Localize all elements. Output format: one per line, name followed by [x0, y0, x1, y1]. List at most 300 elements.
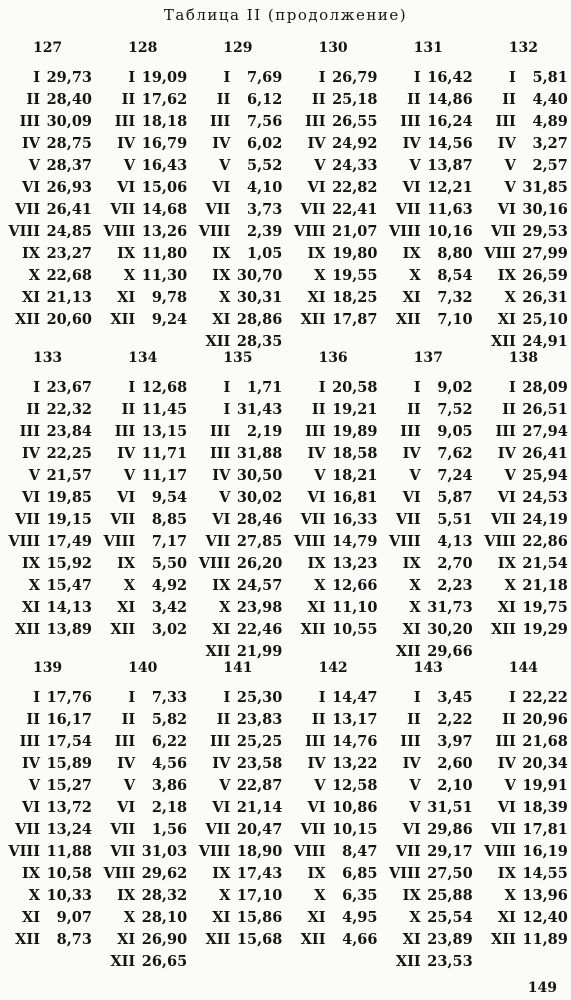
- table-row: [95, 398, 190, 420]
- month-numeral: IX: [307, 244, 326, 262]
- table-row: [381, 376, 476, 398]
- cell-value: 10,58: [46, 864, 92, 882]
- month-numeral: XII: [15, 930, 40, 948]
- month-numeral: IX: [307, 554, 326, 572]
- cell-value: 3,86: [151, 776, 188, 794]
- month-numeral: X: [314, 266, 326, 284]
- cell-value: 24,19: [522, 510, 568, 528]
- cell-value: 13,26: [141, 222, 188, 240]
- month-numeral: XI: [212, 908, 231, 926]
- month-numeral: VIII: [103, 864, 136, 882]
- month-numeral: VII: [300, 820, 326, 838]
- table-row: [190, 730, 285, 752]
- table-column: [476, 348, 571, 662]
- month-numeral: III: [305, 112, 326, 130]
- cell-value: 21,54: [522, 554, 568, 572]
- month-numeral: XI: [307, 908, 326, 926]
- cell-value: 21,99: [236, 642, 283, 660]
- table-row: [190, 486, 285, 508]
- month-numeral: III: [19, 732, 40, 750]
- month-numeral: V: [219, 488, 231, 506]
- cell-value: 22,22: [522, 688, 568, 706]
- table-row: [285, 730, 380, 752]
- cell-value: 7,24: [437, 466, 473, 484]
- table-row: [476, 286, 571, 308]
- cell-value: 22,68: [46, 266, 92, 284]
- month-numeral: XII: [300, 930, 326, 948]
- month-numeral: X: [219, 288, 231, 306]
- cell-value: 2,60: [437, 754, 473, 772]
- month-numeral: II: [311, 400, 326, 418]
- month-numeral: VII: [205, 532, 231, 550]
- cell-value: 23,27: [46, 244, 92, 262]
- table-row: [476, 884, 571, 906]
- table-row: [190, 928, 285, 950]
- cell-value: 6,12: [247, 90, 283, 108]
- table-row: [285, 508, 380, 530]
- cell-value: 7,32: [437, 288, 473, 306]
- table-row: [0, 796, 95, 818]
- month-numeral: IX: [212, 244, 231, 262]
- month-numeral: XII: [491, 332, 516, 350]
- table-row: [190, 308, 285, 330]
- table-row: [381, 308, 476, 330]
- month-numeral: VII: [110, 200, 136, 218]
- month-numeral: IX: [21, 864, 40, 882]
- table-row: [190, 420, 285, 442]
- column-header: 143: [413, 660, 443, 676]
- month-numeral: IV: [307, 134, 326, 152]
- column-header: 140: [128, 660, 158, 676]
- table-row: [0, 464, 95, 486]
- cell-value: 14,79: [332, 532, 378, 550]
- month-numeral: IX: [212, 864, 231, 882]
- month-numeral: IX: [497, 864, 516, 882]
- cell-value: 26,65: [141, 952, 188, 970]
- month-numeral: IV: [497, 754, 516, 772]
- month-numeral: IX: [212, 266, 231, 284]
- table-row: [0, 154, 95, 176]
- cell-value: 17,49: [46, 532, 92, 550]
- cell-value: 18,25: [332, 288, 378, 306]
- cell-value: 25,54: [427, 908, 473, 926]
- table-row: [476, 486, 571, 508]
- month-numeral: VII: [395, 510, 421, 528]
- cell-value: 22,25: [46, 444, 92, 462]
- month-numeral: V: [504, 178, 516, 196]
- cell-value: 31,73: [427, 598, 473, 616]
- month-numeral: I: [128, 68, 136, 86]
- table-row: [381, 420, 476, 442]
- month-numeral: IV: [307, 444, 326, 462]
- cell-value: 5,81: [532, 68, 568, 86]
- cell-value: 30,16: [522, 200, 568, 218]
- cell-value: 26,55: [332, 112, 378, 130]
- table-row: [476, 132, 571, 154]
- cell-value: 21,13: [46, 288, 92, 306]
- table-row: [190, 110, 285, 132]
- table-row: [285, 220, 380, 242]
- month-numeral: VIII: [484, 532, 516, 550]
- month-numeral: I: [509, 68, 516, 86]
- month-numeral: III: [114, 732, 136, 750]
- table-column: [190, 658, 285, 972]
- column-header: 141: [223, 660, 253, 676]
- month-numeral: XII: [110, 952, 136, 970]
- table-row: [476, 574, 571, 596]
- month-numeral: IX: [21, 554, 40, 572]
- cell-value: 3,02: [151, 620, 188, 638]
- table-row: [476, 906, 571, 928]
- cell-value: 7,52: [437, 400, 473, 418]
- table-row: [95, 464, 190, 486]
- table-column: [190, 348, 285, 662]
- month-numeral: VI: [307, 488, 326, 506]
- cell-value: 21,14: [236, 798, 283, 816]
- table-row: [381, 264, 476, 286]
- table-row: [381, 928, 476, 950]
- table-row: [285, 420, 380, 442]
- table-row: [95, 884, 190, 906]
- month-numeral: X: [409, 908, 421, 926]
- table-row: [476, 308, 571, 330]
- table-row: [0, 840, 95, 862]
- cell-value: 3,73: [247, 200, 283, 218]
- table-row: [476, 796, 571, 818]
- table-row: [95, 110, 190, 132]
- cell-value: 8,54: [437, 266, 473, 284]
- table-row: [476, 708, 571, 730]
- cell-value: 4,10: [247, 178, 283, 196]
- month-numeral: III: [495, 732, 516, 750]
- cell-value: 19,89: [332, 422, 378, 440]
- cell-value: 30,20: [427, 620, 473, 638]
- table-column: [381, 38, 476, 352]
- cell-value: 15,89: [46, 754, 92, 772]
- table-row: [476, 176, 571, 198]
- month-numeral: VIII: [484, 842, 516, 860]
- month-numeral: XI: [21, 598, 40, 616]
- month-numeral: IV: [21, 444, 40, 462]
- table-row: [95, 88, 190, 110]
- month-numeral: II: [216, 710, 231, 728]
- cell-value: 10,33: [46, 886, 92, 904]
- month-numeral: V: [314, 466, 326, 484]
- cell-value: 4,66: [342, 930, 378, 948]
- table-row: [476, 154, 571, 176]
- month-numeral: I: [33, 688, 40, 706]
- table-row: [476, 66, 571, 88]
- table-row: [0, 110, 95, 132]
- table-row: [0, 530, 95, 552]
- cell-value: 7,56: [247, 112, 283, 130]
- column-header: 135: [223, 350, 253, 366]
- table-column: [381, 658, 476, 972]
- table-row: [381, 530, 476, 552]
- month-numeral: IX: [212, 576, 231, 594]
- column-header: 139: [32, 660, 63, 676]
- cell-value: 6,02: [247, 134, 283, 152]
- month-numeral: X: [123, 266, 136, 284]
- table-row: [95, 818, 190, 840]
- page-number: 149: [527, 980, 557, 996]
- month-numeral: XII: [300, 310, 326, 328]
- month-numeral: V: [28, 466, 40, 484]
- cell-value: 28,46: [236, 510, 283, 528]
- cell-value: 11,80: [141, 244, 188, 262]
- table-column: [285, 658, 380, 972]
- month-numeral: IX: [117, 554, 136, 572]
- table-row: [0, 774, 95, 796]
- table-column: [0, 658, 95, 972]
- table-row: [190, 176, 285, 198]
- cell-value: 19,15: [46, 510, 92, 528]
- table-row: [381, 552, 476, 574]
- month-numeral: I: [509, 378, 516, 396]
- cell-value: 11,88: [46, 842, 92, 860]
- cell-value: 11,63: [427, 200, 473, 218]
- cell-value: 3,45: [437, 688, 473, 706]
- cell-value: 9,54: [151, 488, 188, 506]
- table-row: [190, 508, 285, 530]
- table-row: [285, 442, 380, 464]
- table-row: [190, 442, 285, 464]
- table-row: [190, 66, 285, 88]
- cell-value: 4,13: [437, 532, 473, 550]
- month-numeral: XI: [402, 288, 421, 306]
- table-row: [190, 774, 285, 796]
- cell-value: 9,24: [151, 310, 188, 328]
- month-numeral: I: [413, 378, 421, 396]
- cell-value: 29,62: [141, 864, 188, 882]
- month-numeral: VII: [205, 820, 231, 838]
- month-numeral: VI: [307, 798, 326, 816]
- cell-value: 23,84: [46, 422, 92, 440]
- column-header: 132: [508, 40, 539, 56]
- table-row: [381, 730, 476, 752]
- cell-value: 26,41: [46, 200, 92, 218]
- table-row: [476, 596, 571, 618]
- table-row: [190, 708, 285, 730]
- month-numeral: XII: [395, 952, 421, 970]
- month-numeral: VII: [205, 200, 231, 218]
- column-header: 127: [32, 40, 63, 56]
- month-numeral: IV: [117, 444, 136, 462]
- cell-value: 16,24: [427, 112, 473, 130]
- table-row: [285, 176, 380, 198]
- table-row: [476, 752, 571, 774]
- column-header: 144: [508, 660, 539, 676]
- month-numeral: X: [314, 576, 326, 594]
- table-row: [285, 862, 380, 884]
- month-numeral: VI: [21, 798, 40, 816]
- table-block: [0, 38, 571, 352]
- month-numeral: VII: [300, 510, 326, 528]
- cell-value: 8,47: [342, 842, 378, 860]
- cell-value: 25,30: [236, 688, 283, 706]
- cell-value: 11,89: [522, 930, 568, 948]
- cell-value: 2,22: [437, 710, 473, 728]
- month-numeral: IV: [21, 134, 40, 152]
- cell-value: 23,83: [236, 710, 283, 728]
- table-row: [285, 308, 380, 330]
- cell-value: 2,57: [532, 156, 568, 174]
- cell-value: 30,31: [236, 288, 283, 306]
- table-row: [0, 420, 95, 442]
- cell-value: 15,27: [46, 776, 92, 794]
- table-row: [190, 618, 285, 640]
- month-numeral: VI: [21, 488, 40, 506]
- month-numeral: IV: [212, 466, 231, 484]
- cell-value: 16,19: [522, 842, 568, 860]
- cell-value: 8,73: [56, 930, 92, 948]
- table-row: [0, 928, 95, 950]
- month-numeral: V: [409, 776, 421, 794]
- table-row: [0, 730, 95, 752]
- cell-value: 15,47: [46, 576, 92, 594]
- cell-value: 22,46: [236, 620, 283, 638]
- month-numeral: VI: [497, 488, 516, 506]
- table-row: [190, 132, 285, 154]
- cell-value: 21,57: [46, 466, 92, 484]
- cell-value: 18,21: [332, 466, 378, 484]
- table-row: [190, 242, 285, 264]
- month-numeral: XII: [205, 332, 231, 350]
- cell-value: 20,34: [522, 754, 568, 772]
- month-numeral: V: [504, 466, 516, 484]
- month-numeral: V: [314, 156, 326, 174]
- month-numeral: III: [209, 422, 231, 440]
- month-numeral: VIII: [198, 554, 231, 572]
- table-row: [95, 420, 190, 442]
- month-numeral: VIII: [8, 842, 40, 860]
- cell-value: 5,51: [437, 510, 473, 528]
- month-numeral: IX: [117, 244, 136, 262]
- table-row: [95, 176, 190, 198]
- table-row: [285, 530, 380, 552]
- cell-value: 8,85: [151, 510, 188, 528]
- cell-value: 25,25: [236, 732, 283, 750]
- column-header: 137: [413, 350, 443, 366]
- cell-value: 12,21: [427, 178, 473, 196]
- month-numeral: III: [495, 422, 516, 440]
- cell-value: 6,22: [151, 732, 188, 750]
- table-row: [476, 686, 571, 708]
- month-numeral: II: [121, 90, 136, 108]
- table-column: [285, 348, 380, 662]
- month-numeral: II: [26, 90, 40, 108]
- cell-value: 4,40: [532, 90, 568, 108]
- month-numeral: I: [223, 378, 231, 396]
- cell-value: 3,42: [151, 598, 188, 616]
- month-numeral: II: [502, 400, 516, 418]
- month-numeral: III: [114, 112, 136, 130]
- table-row: [95, 508, 190, 530]
- cell-value: 15,68: [236, 930, 283, 948]
- month-numeral: V: [409, 798, 421, 816]
- month-numeral: XI: [307, 288, 326, 306]
- cell-value: 17,54: [46, 732, 92, 750]
- cell-value: 22,82: [332, 178, 378, 196]
- month-numeral: V: [219, 776, 231, 794]
- cell-value: 9,02: [437, 378, 473, 396]
- month-numeral: VI: [117, 178, 136, 196]
- month-numeral: IV: [117, 754, 136, 772]
- month-numeral: VI: [117, 798, 136, 816]
- month-numeral: X: [314, 886, 326, 904]
- table-row: [285, 906, 380, 928]
- month-numeral: VIII: [389, 532, 421, 550]
- cell-value: 21,07: [332, 222, 378, 240]
- table-row: [0, 862, 95, 884]
- cell-value: 4,56: [151, 754, 188, 772]
- cell-value: 7,62: [437, 444, 473, 462]
- month-numeral: XII: [395, 642, 421, 660]
- month-numeral: XII: [110, 620, 136, 638]
- month-numeral: X: [123, 576, 136, 594]
- table-row: [190, 686, 285, 708]
- table-row: [95, 376, 190, 398]
- table-row: [95, 752, 190, 774]
- month-numeral: I: [413, 688, 421, 706]
- table-row: [476, 530, 571, 552]
- month-numeral: III: [19, 112, 40, 130]
- cell-value: 21,68: [522, 732, 568, 750]
- month-numeral: XI: [117, 930, 136, 948]
- month-numeral: III: [209, 444, 231, 462]
- cell-value: 12,68: [141, 378, 188, 396]
- column-header: 133: [32, 350, 63, 366]
- month-numeral: II: [407, 710, 421, 728]
- table-row: [476, 928, 571, 950]
- month-numeral: IX: [307, 864, 326, 882]
- cell-value: 2,19: [247, 422, 283, 440]
- table-row: [476, 464, 571, 486]
- table-row: [190, 286, 285, 308]
- table-row: [95, 66, 190, 88]
- table-row: [190, 596, 285, 618]
- month-numeral: I: [509, 688, 516, 706]
- table-row: [381, 686, 476, 708]
- month-numeral: V: [123, 466, 136, 484]
- month-numeral: VIII: [293, 222, 326, 240]
- month-numeral: IX: [497, 554, 516, 572]
- month-numeral: X: [504, 288, 516, 306]
- cell-value: 20,58: [332, 378, 378, 396]
- cell-value: 11,71: [141, 444, 188, 462]
- table-row: [285, 796, 380, 818]
- table-row: [0, 308, 95, 330]
- month-numeral: II: [26, 400, 40, 418]
- table-row: [476, 840, 571, 862]
- table-row: [190, 552, 285, 574]
- table-row: [95, 928, 190, 950]
- table-row: [285, 264, 380, 286]
- cell-value: 18,39: [522, 798, 568, 816]
- table-row: [476, 818, 571, 840]
- table-row: [476, 88, 571, 110]
- table-row: [0, 708, 95, 730]
- table-row: [0, 376, 95, 398]
- month-numeral: V: [504, 776, 516, 794]
- table-row: [190, 530, 285, 552]
- month-numeral: VI: [117, 488, 136, 506]
- table-row: [95, 530, 190, 552]
- month-numeral: II: [121, 400, 136, 418]
- month-numeral: II: [407, 90, 421, 108]
- cell-value: 5,87: [437, 488, 473, 506]
- cell-value: 31,85: [522, 178, 568, 196]
